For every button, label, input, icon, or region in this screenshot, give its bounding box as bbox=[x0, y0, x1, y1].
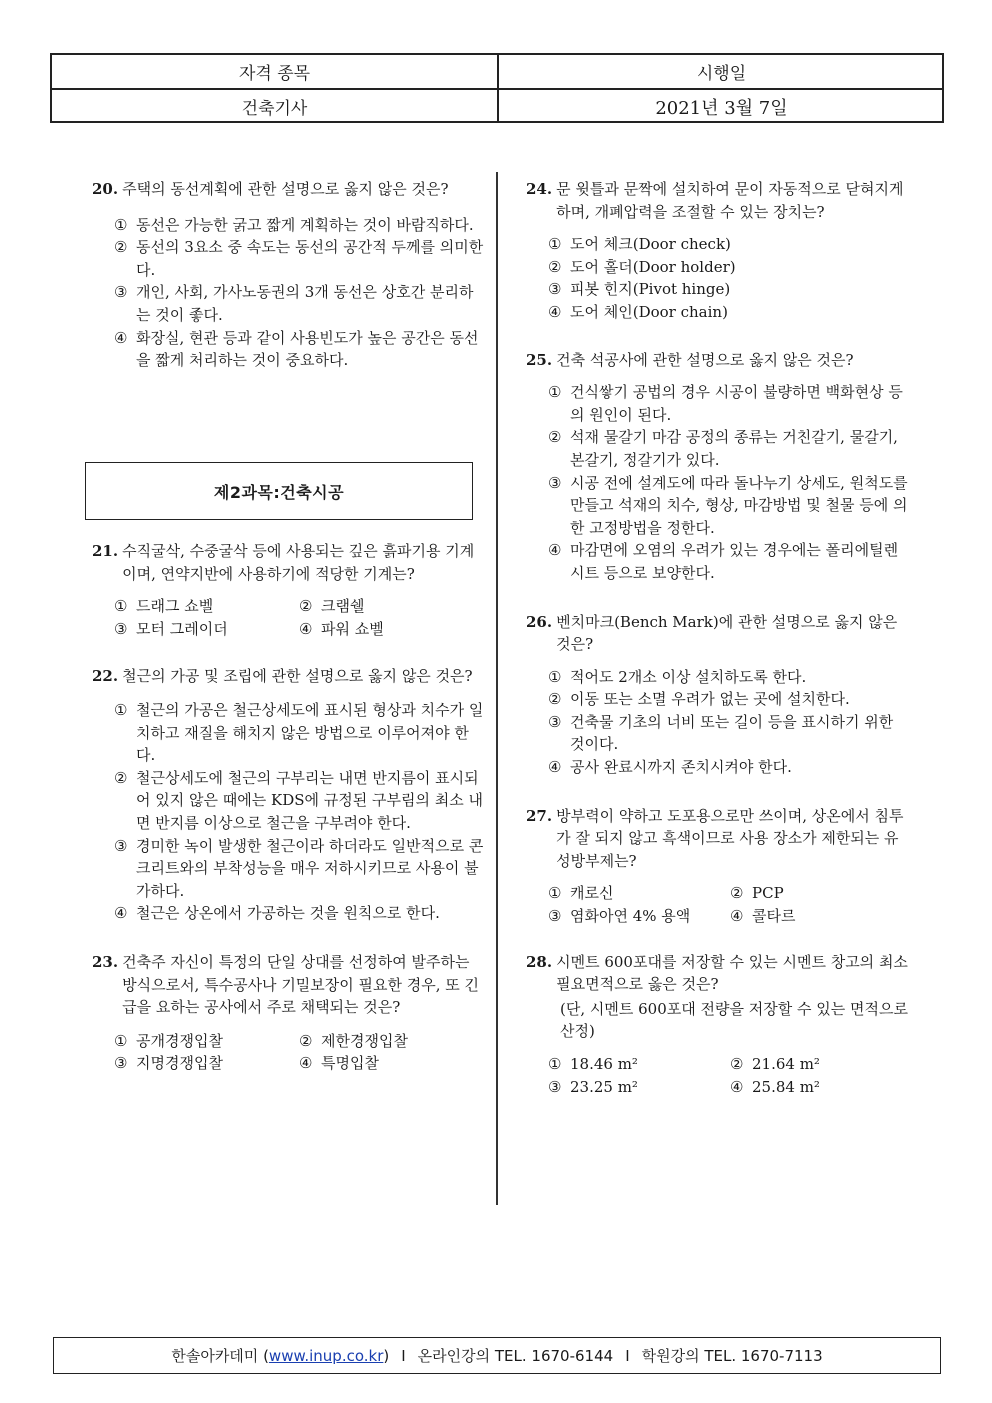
option-1: ① 공개경쟁입찰 bbox=[114, 1031, 223, 1050]
question-21 bbox=[92, 540, 484, 640]
option-2: ② 제한경쟁입찰 bbox=[299, 1031, 408, 1050]
option-4: ④ 특명입찰 bbox=[299, 1054, 379, 1073]
option-3: ③ 개인, 사회, 가사노동권의 3개 동선은 상호간 분리하는 것이 좋다. bbox=[114, 283, 474, 324]
right-column bbox=[526, 178, 912, 1098]
footer-academy: 한솔아카데미 bbox=[171, 1347, 259, 1365]
footer-separator: I bbox=[401, 1346, 406, 1365]
question-26 bbox=[526, 611, 912, 779]
footer-offline: 학원강의 TEL. 1670-7113 bbox=[641, 1347, 823, 1365]
option-1: ① 철근의 가공은 철근상세도에 표시된 형상과 치수가 일치하고 재질을 해치지 않은 방법으로 이루어져야 한다. bbox=[114, 700, 484, 765]
question-number: 26. bbox=[526, 612, 553, 631]
question-23 bbox=[92, 951, 484, 1075]
option-4: ④ 콜타르 bbox=[730, 907, 796, 926]
option-3: ③ 23.25 m² bbox=[548, 1077, 638, 1096]
option-3: ③ 건축물 기초의 너비 또는 길이 등을 표시하기 위한 것이다. bbox=[548, 712, 894, 754]
left-column bbox=[92, 178, 484, 372]
question-27 bbox=[526, 805, 912, 928]
option-1: ① 도어 체크(Door check) bbox=[548, 235, 731, 254]
question-text: 벤치마크(Bench Mark)에 관한 설명으로 옳지 않은 것은? bbox=[556, 612, 898, 654]
question-text: 수직굴삭, 수중굴삭 등에 사용되는 깊은 흙파기용 기계이며, 연약지반에 사용하기에 적당한 기계는? bbox=[122, 542, 475, 583]
option-4: ④ 25.84 m² bbox=[730, 1077, 820, 1096]
option-2: ② 크램쉘 bbox=[299, 597, 365, 616]
header-date: 2021년 3월 7일 bbox=[655, 97, 788, 119]
question-text: 방부력이 약하고 도포용으로만 쓰이며, 상온에서 침투가 잘 되지 않고 흑색이므로 사용 장소가 제한되는 유성방부제는? bbox=[556, 806, 904, 870]
question-text: 문 윗틀과 문짝에 설치하여 문이 자동적으로 닫혀지게 하며, 개폐압력을 조절할 수 있는 장치는? bbox=[556, 180, 904, 221]
question-text: 철근의 가공 및 조립에 관한 설명으로 옳지 않은 것은? bbox=[122, 667, 473, 686]
question-number: 20. bbox=[92, 180, 119, 198]
option-3: ③ 염화아연 4% 용액 bbox=[548, 907, 691, 926]
footer-url-link[interactable]: www.inup.co.kr bbox=[268, 1346, 384, 1365]
option-4: ④ 공사 완료시까지 존치시켜야 한다. bbox=[548, 758, 792, 777]
question-text: 건축주 자신이 특정의 단일 상대를 선정하여 발주하는 방식으로서, 특수공사나 기밀보장이 필요한 경우, 또 긴급을 요하는 공사에서 주로 채택되는 것은? bbox=[122, 952, 480, 1017]
question-20 bbox=[92, 178, 484, 372]
option-2: ② 동선의 3요소 중 속도는 동선의 공간적 두께를 의미한다. bbox=[114, 238, 484, 279]
question-number: 25. bbox=[526, 350, 553, 369]
option-4: ④ 철근은 상온에서 가공하는 것을 원칙으로 한다. bbox=[114, 904, 440, 923]
option-2: ② PCP bbox=[730, 884, 784, 903]
question-number: 23. bbox=[92, 952, 119, 971]
option-4: ④ 화장실, 현관 등과 같이 사용빈도가 높은 공간은 동선을 짧게 처리하는 것이 중요하다. bbox=[114, 328, 479, 370]
question-number: 22. bbox=[92, 667, 119, 686]
question-number: 27. bbox=[526, 806, 553, 825]
page-footer: 한솔아카데미 ( www.inup.co.kr ) I 온라인강의 TEL. 1670-6144 I 학원강의 TEL. 1670-7113 bbox=[53, 1337, 941, 1374]
question-25 bbox=[526, 349, 912, 585]
question-number: 28. bbox=[526, 952, 553, 971]
option-2: ② 이동 또는 소멸 우려가 없는 곳에 설치한다. bbox=[548, 690, 850, 709]
option-3: ③ 시공 전에 설계도에 따라 돌나누기 상세도, 원척도를 만들고 석재의 치수, 형상, 마감방법 및 철물 등에 의한 고정방법을 정한다. bbox=[548, 473, 908, 537]
option-2: ② 석재 물갈기 마감 공정의 종류는 거친갈기, 물갈기, 본갈기, 정갈기가 있다. bbox=[548, 428, 898, 469]
option-3: ③ 지명경쟁입찰 bbox=[114, 1054, 223, 1073]
header-col1-title: 자격 종목 bbox=[52, 55, 499, 88]
option-3: ③ 피봇 힌지(Pivot hinge) bbox=[548, 280, 731, 299]
footer-separator: I bbox=[625, 1346, 630, 1365]
option-4: ④ 도어 체인(Door chain) bbox=[548, 302, 728, 321]
question-number: 24. bbox=[526, 180, 553, 198]
option-1: ① 동선은 가능한 굵고 짧게 계획하는 것이 바람직하다. bbox=[114, 215, 474, 234]
option-1: ① 드래그 쇼벨 bbox=[114, 597, 214, 616]
header-subject: 건축기사 bbox=[52, 90, 499, 123]
exam-header-table bbox=[50, 53, 944, 123]
header-col2-title: 시행일 bbox=[696, 64, 747, 84]
column-divider bbox=[496, 172, 498, 1205]
option-1: ① 적어도 2개소 이상 설치하도록 한다. bbox=[548, 667, 807, 686]
option-3: ③ 경미한 녹이 발생한 철근이라 하더라도 일반적으로 콘크리트와의 부착성능을 매우 저하시키므로 사용이 불가하다. bbox=[114, 836, 484, 900]
option-4: ④ 파워 쇼벨 bbox=[299, 619, 384, 638]
option-2: ② 21.64 m² bbox=[730, 1055, 820, 1073]
option-1: ① 캐로신 bbox=[548, 884, 614, 903]
question-28 bbox=[526, 951, 912, 1099]
question-text: 주택의 동선계획에 관한 설명으로 옳지 않은 것은? bbox=[122, 180, 449, 198]
question-22 bbox=[92, 665, 484, 925]
option-1: ① 건식쌓기 공법의 경우 시공이 불량하면 백화현상 등의 원인이 된다. bbox=[548, 383, 903, 424]
option-1: ① 18.46 m² bbox=[548, 1055, 638, 1073]
question-24 bbox=[526, 178, 912, 324]
left-column-lower bbox=[92, 540, 484, 1075]
option-4: ④ 마감면에 오염의 우려가 있는 경우에는 폴리에틸렌 시트 등으로 보양한다. bbox=[548, 541, 899, 582]
question-number: 21. bbox=[92, 542, 119, 560]
footer-online: 온라인강의 TEL. 1670-6144 bbox=[417, 1347, 614, 1365]
question-text: 시멘트 600포대를 저장할 수 있는 시멘트 창고의 최소 필요면적으로 옳은 것은? bbox=[556, 952, 908, 994]
option-3: ③ 모터 그레이더 bbox=[114, 619, 228, 638]
option-2: ② 철근상세도에 철근의 구부리는 내면 반지름이 표시되어 있지 않은 때에는 KDS에 규정된 구부림의 최소 내면 반지름 이상으로 철근을 구부려야 한다. bbox=[114, 768, 483, 832]
question-note: (단, 시멘트 600포대 전량을 저장할 수 있는 면적으로 산정) bbox=[560, 999, 908, 1041]
section-title-box: 제2과목:건축시공 bbox=[85, 462, 473, 520]
question-text: 건축 석공사에 관한 설명으로 옳지 않은 것은? bbox=[556, 350, 854, 369]
option-2: ② 도어 홀더(Door holder) bbox=[548, 257, 736, 276]
